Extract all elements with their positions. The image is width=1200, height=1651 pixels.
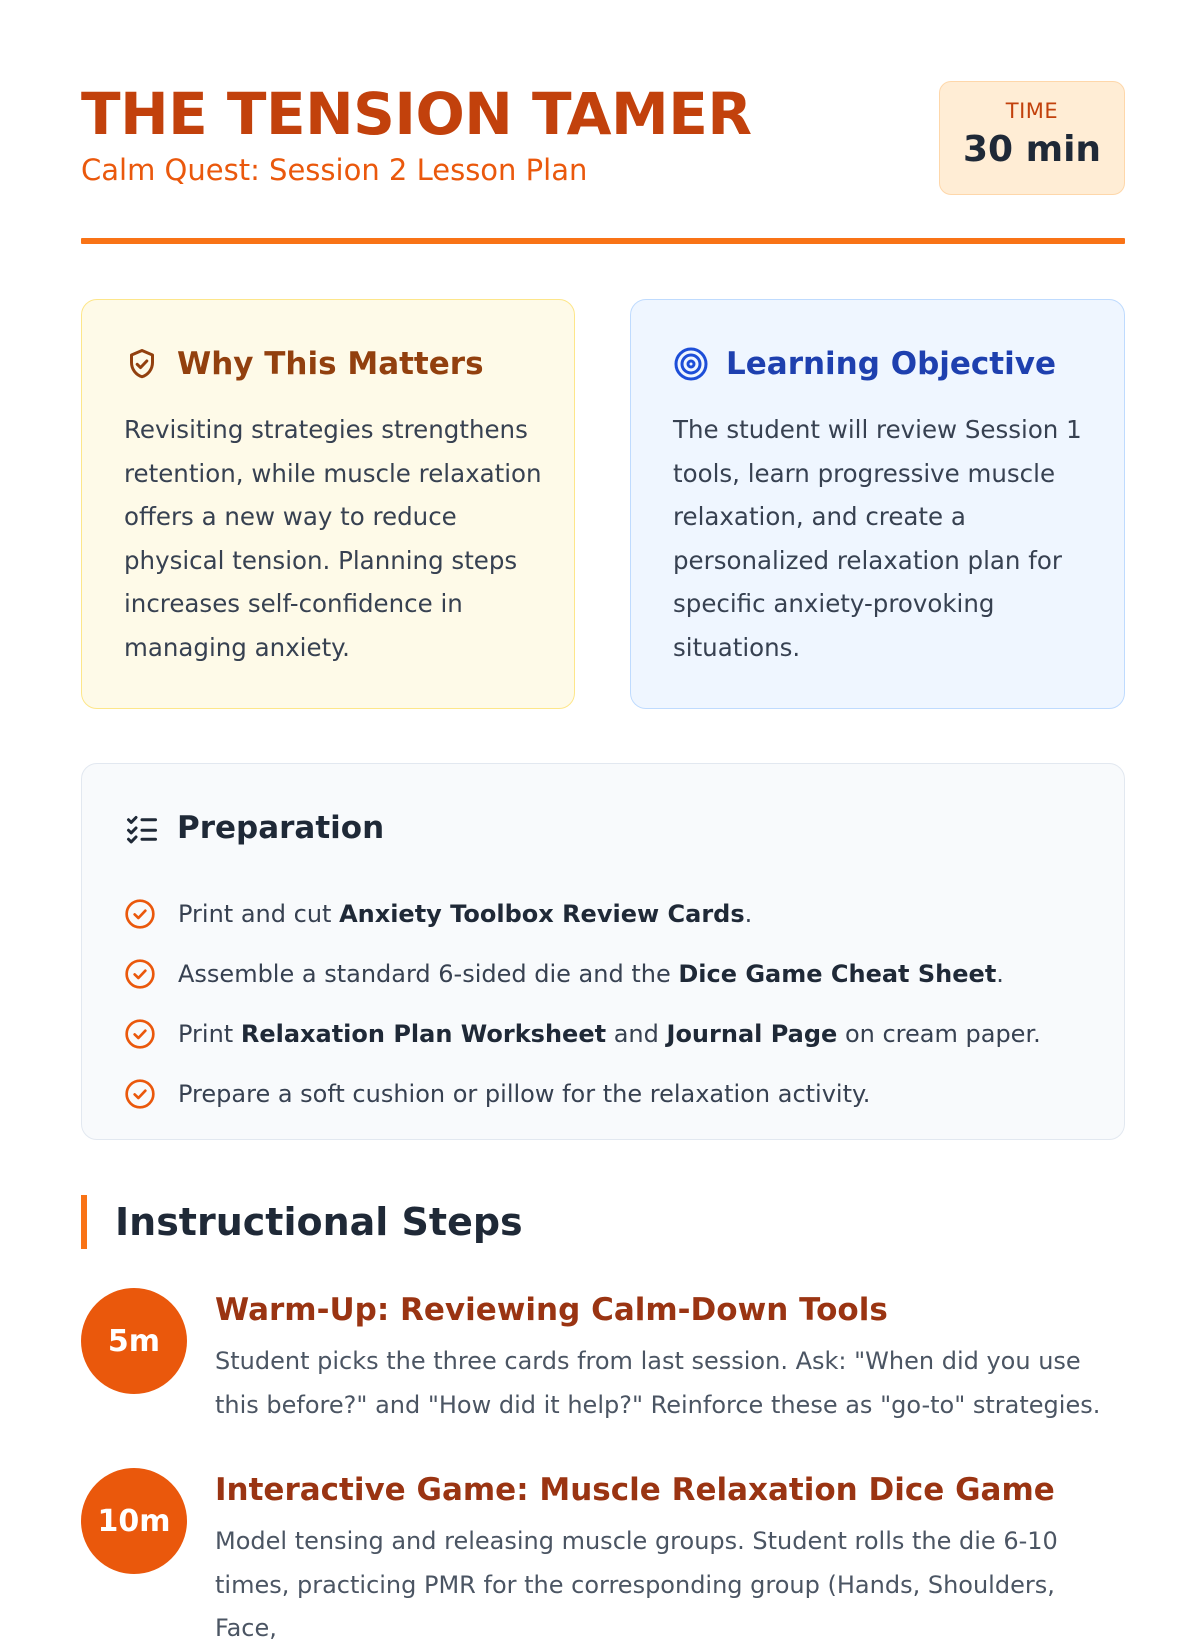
heading-accent-bar <box>81 1195 87 1249</box>
preparation-item <box>124 1004 1041 1064</box>
time-label: TIME <box>1005 99 1059 123</box>
why-card-header <box>124 342 484 386</box>
time-value: 30 min <box>962 129 1102 170</box>
preparation-card-heading: Preparation <box>177 810 385 846</box>
header-divider <box>81 238 1125 244</box>
preparation-list <box>124 884 1041 1124</box>
step-title: Interactive Game: Muscle Relaxation Dice Game <box>215 1472 1055 1508</box>
check-circle-icon <box>124 958 156 990</box>
why-card-body: Revisiting strategies strengthens retention, while muscle relaxation offers a new way to reduce physical tension. Planning steps increases self-confidence in managing anxiety. <box>124 415 542 662</box>
page-title: THE TENSION TAMER <box>81 80 752 148</box>
target-icon <box>673 346 709 382</box>
preparation-item-text: Prepare a soft cushion or pillow for the relaxation activity. <box>178 1080 871 1108</box>
step-title: Warm-Up: Reviewing Calm-Down Tools <box>215 1292 888 1328</box>
preparation-item-text: Print and cut Anxiety Toolbox Review Cards. <box>178 900 753 928</box>
why-card-heading: Why This Matters <box>177 346 484 382</box>
preparation-card-header <box>124 806 384 850</box>
page-subtitle: Calm Quest: Session 2 Lesson Plan <box>81 153 588 187</box>
step-duration-badge: 5m <box>81 1288 187 1394</box>
step-description: Model tensing and releasing muscle groups. Student rolls the die 6-10 times, practicing PMR for the corresponding group (Hands, Shoulders, Face, <box>215 1527 1058 1642</box>
step-description: Student picks the three cards from last session. Ask: "When did you use this before?" and "How did it help?" Reinforce these as "go-to" strategies. <box>215 1347 1101 1419</box>
check-circle-icon <box>124 898 156 930</box>
preparation-item-text: Assemble a standard 6-sided die and the Dice Game Cheat Sheet. <box>178 960 1004 988</box>
objective-card-body: The student will review Session 1 tools, learn progressive muscle relaxation, and create a personalized relaxation plan for specific anxiety-provoking situations. <box>673 415 1082 662</box>
check-circle-icon <box>124 1018 156 1050</box>
time-badge <box>939 81 1125 195</box>
preparation-item-text: Print Relaxation Plan Worksheet and Journal Page on cream paper. <box>178 1020 1041 1048</box>
step-duration-badge: 10m <box>81 1468 187 1574</box>
preparation-item <box>124 1064 1041 1124</box>
preparation-card <box>81 763 1125 1140</box>
shield-check-icon <box>124 346 160 382</box>
objective-card-heading: Learning Objective <box>726 346 1056 382</box>
why-this-matters-card <box>81 299 575 709</box>
learning-objective-card <box>630 299 1125 709</box>
check-circle-icon <box>124 1078 156 1110</box>
instructional-steps-title: Instructional Steps <box>115 1200 523 1244</box>
preparation-item <box>124 884 1041 944</box>
preparation-item <box>124 944 1041 1004</box>
header <box>81 80 1125 198</box>
checklist-icon <box>124 810 160 846</box>
objective-card-header <box>673 342 1056 386</box>
instructional-steps-heading <box>81 1195 523 1249</box>
